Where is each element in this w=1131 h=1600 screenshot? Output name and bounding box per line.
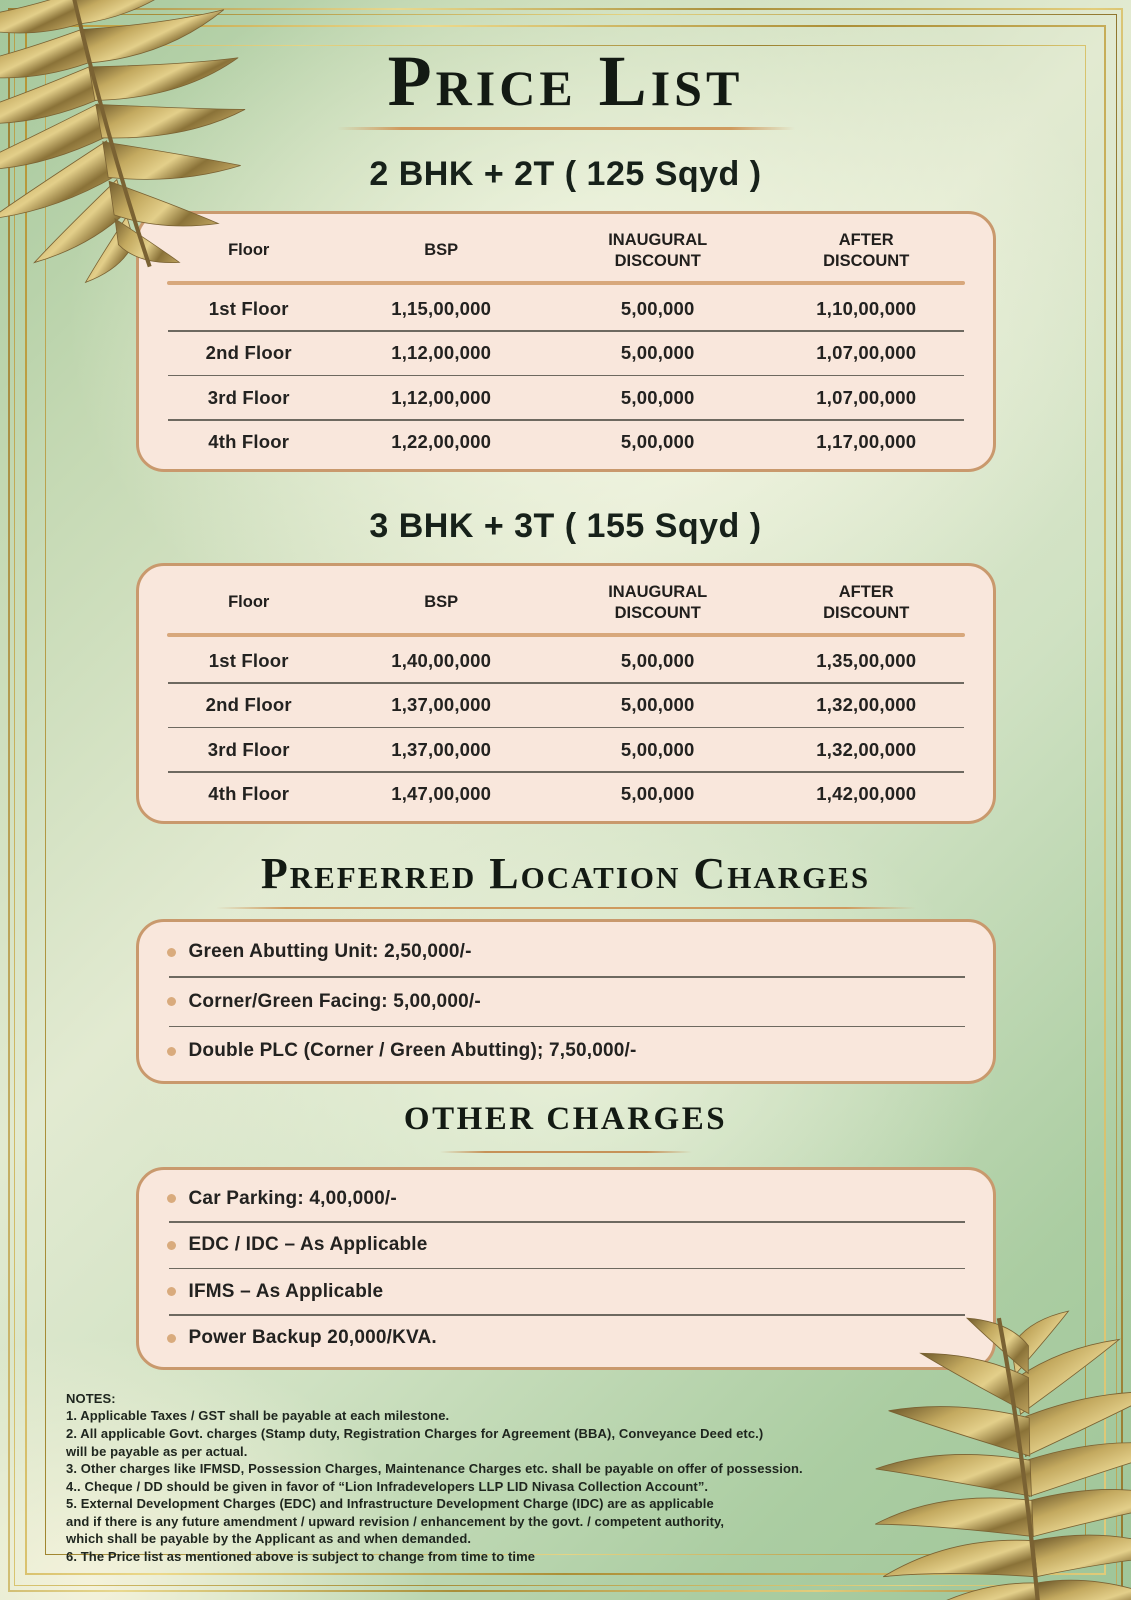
cell-after-discount: 1,07,00,000 [816, 342, 917, 364]
cell-inaugural-discount: 5,00,000 [620, 694, 695, 716]
column-header-after-discount: AFTER DISCOUNT [823, 582, 910, 622]
table-row [165, 376, 967, 419]
cell-after-discount: 1,42,00,000 [816, 783, 917, 805]
note-line: 3. Other charges like IFMSD, Possession Charges, Maintenance Charges etc. shall be payable on offer of possession. [66, 1461, 803, 1477]
cell-floor: 3rd Floor [207, 386, 290, 408]
bullet-dot-icon [167, 1334, 176, 1343]
note-line-4-account-name: “Lion Infradevelopers LLP LID Nivasa Collection Account”. [338, 1478, 709, 1494]
cell-after-discount: 1,32,00,000 [816, 694, 917, 716]
table-row [165, 728, 967, 771]
other-charge-label: Power Backup 20,000/KVA. [188, 1327, 437, 1349]
bullet-dot-icon [167, 1241, 176, 1250]
list-item [167, 1223, 965, 1268]
note-line: will be payable as per actual. [66, 1443, 248, 1459]
cell-bsp: 1,40,00,000 [391, 649, 492, 671]
plc-heading: Preferred Location Charges [260, 848, 871, 898]
cell-after-discount: 1,35,00,000 [816, 649, 917, 671]
cell-floor: 2nd Floor [205, 694, 292, 716]
cell-inaugural-discount: 5,00,000 [620, 783, 695, 805]
cell-floor: 2nd Floor [205, 342, 292, 364]
table-header-row [165, 575, 967, 629]
cell-bsp: 1,15,00,000 [391, 297, 492, 319]
cell-inaugural-discount: 5,00,000 [620, 738, 695, 760]
table-row [165, 639, 967, 682]
cell-after-discount: 1,10,00,000 [816, 297, 917, 319]
page-title: Price List [387, 41, 744, 121]
row-divider [168, 419, 964, 421]
other-charge-label: IFMS – As Applicable [188, 1280, 384, 1302]
cell-floor: 1st Floor [208, 297, 289, 319]
other-charge-label: EDC / IDC – As Applicable [188, 1234, 428, 1256]
other-charge-label: Car Parking: 4,00,000/- [188, 1187, 397, 1209]
row-divider [168, 771, 964, 773]
cell-inaugural-discount: 5,00,000 [620, 342, 695, 364]
table-row [165, 421, 967, 464]
column-header-floor: Floor [228, 593, 270, 612]
note-line: 2. All applicable Govt. charges (Stamp duty, Registration Charges for Agreement (BBA), Conveyance Deed etc.) [66, 1425, 764, 1441]
notes-section [66, 1390, 856, 1565]
cell-bsp: 1,22,00,000 [391, 431, 492, 453]
table-row [165, 684, 967, 727]
item-divider [169, 1026, 965, 1028]
bullet-dot-icon [167, 948, 176, 957]
bullet-dot-icon [167, 1194, 176, 1203]
cell-bsp: 1,47,00,000 [391, 783, 492, 805]
header-divider [167, 633, 965, 638]
list-item [167, 1269, 965, 1314]
cell-after-discount: 1,32,00,000 [816, 738, 917, 760]
cell-floor: 4th Floor [208, 783, 290, 805]
row-divider [168, 330, 964, 332]
item-divider [169, 1221, 965, 1223]
column-header-inaugural-discount: INAUGURAL DISCOUNT [608, 582, 708, 622]
cell-inaugural-discount: 5,00,000 [620, 386, 695, 408]
cell-inaugural-discount: 5,00,000 [620, 649, 695, 671]
cell-bsp: 1,37,00,000 [391, 694, 492, 716]
note-line: which shall be payable by the Applicant as and when demanded. [66, 1531, 472, 1547]
section-heading-3bhk: 3 BHK + 3T ( 155 Sqyd ) [369, 506, 762, 545]
cell-inaugural-discount: 5,00,000 [620, 431, 695, 453]
header-divider [167, 281, 965, 286]
bullet-dot-icon [167, 1047, 176, 1056]
cell-after-discount: 1,07,00,000 [816, 386, 917, 408]
list-item [167, 1316, 965, 1361]
cell-floor: 1st Floor [208, 649, 289, 671]
column-header-after-discount: AFTER DISCOUNT [823, 230, 910, 270]
item-divider [169, 976, 965, 978]
table-row [165, 773, 967, 816]
column-header-inaugural-discount: INAUGURAL DISCOUNT [608, 230, 708, 270]
preferred-location-charges-box [136, 919, 996, 1084]
note-line: 1. Applicable Taxes / GST shall be payable at each milestone. [66, 1408, 450, 1424]
cell-floor: 3rd Floor [207, 738, 290, 760]
table-row [165, 332, 967, 375]
note-line-4-prefix: 4.. Cheque / DD should be given in favor of [66, 1478, 339, 1494]
cell-bsp: 1,12,00,000 [391, 342, 492, 364]
row-divider [168, 727, 964, 729]
table-header-row [165, 223, 967, 277]
note-line: 6. The Price list as mentioned above is subject to change from time to time [66, 1548, 536, 1564]
row-divider [168, 375, 964, 377]
note-line: 5. External Development Charges (EDC) and Infrastructure Development Charge (IDC) are as applicable [66, 1496, 714, 1512]
row-divider [168, 682, 964, 684]
list-item [167, 1176, 965, 1221]
price-table-3bhk [136, 563, 996, 824]
bullet-dot-icon [167, 1287, 176, 1296]
cell-inaugural-discount: 5,00,000 [620, 297, 695, 319]
other-charges-heading-divider [440, 1151, 692, 1154]
plc-item-label: Corner/Green Facing: 5,00,000/- [188, 990, 481, 1012]
cell-after-discount: 1,17,00,000 [816, 431, 917, 453]
column-header-bsp: BSP [424, 593, 459, 612]
note-line [66, 1478, 856, 1496]
list-item [167, 1027, 965, 1075]
item-divider [169, 1314, 965, 1316]
section-heading-2bhk: 2 BHK + 2T ( 125 Sqyd ) [369, 154, 762, 193]
item-divider [169, 1268, 965, 1270]
bullet-dot-icon [167, 997, 176, 1006]
cell-floor: 4th Floor [208, 431, 290, 453]
plc-item-label: Green Abutting Unit: 2,50,000/- [188, 941, 472, 963]
other-charges-heading: OTHER CHARGES [403, 1101, 728, 1138]
price-table-2bhk [136, 211, 996, 472]
cell-bsp: 1,37,00,000 [391, 738, 492, 760]
notes-label: NOTES: [66, 1390, 116, 1406]
plc-heading-divider [216, 907, 916, 909]
title-divider [337, 127, 795, 130]
table-row [165, 287, 967, 330]
note-line: and if there is any future amendment / upward revision / enhancement by the govt. / competent authority, [66, 1513, 725, 1529]
column-header-bsp: BSP [424, 241, 459, 260]
column-header-floor: Floor [228, 241, 270, 260]
plc-item-label: Double PLC (Corner / Green Abutting); 7,50,000/- [188, 1040, 637, 1062]
list-item [167, 928, 965, 976]
gold-monstera-leaf-bottom-right-icon [859, 1299, 1131, 1600]
cell-bsp: 1,12,00,000 [391, 386, 492, 408]
list-item [167, 978, 965, 1026]
